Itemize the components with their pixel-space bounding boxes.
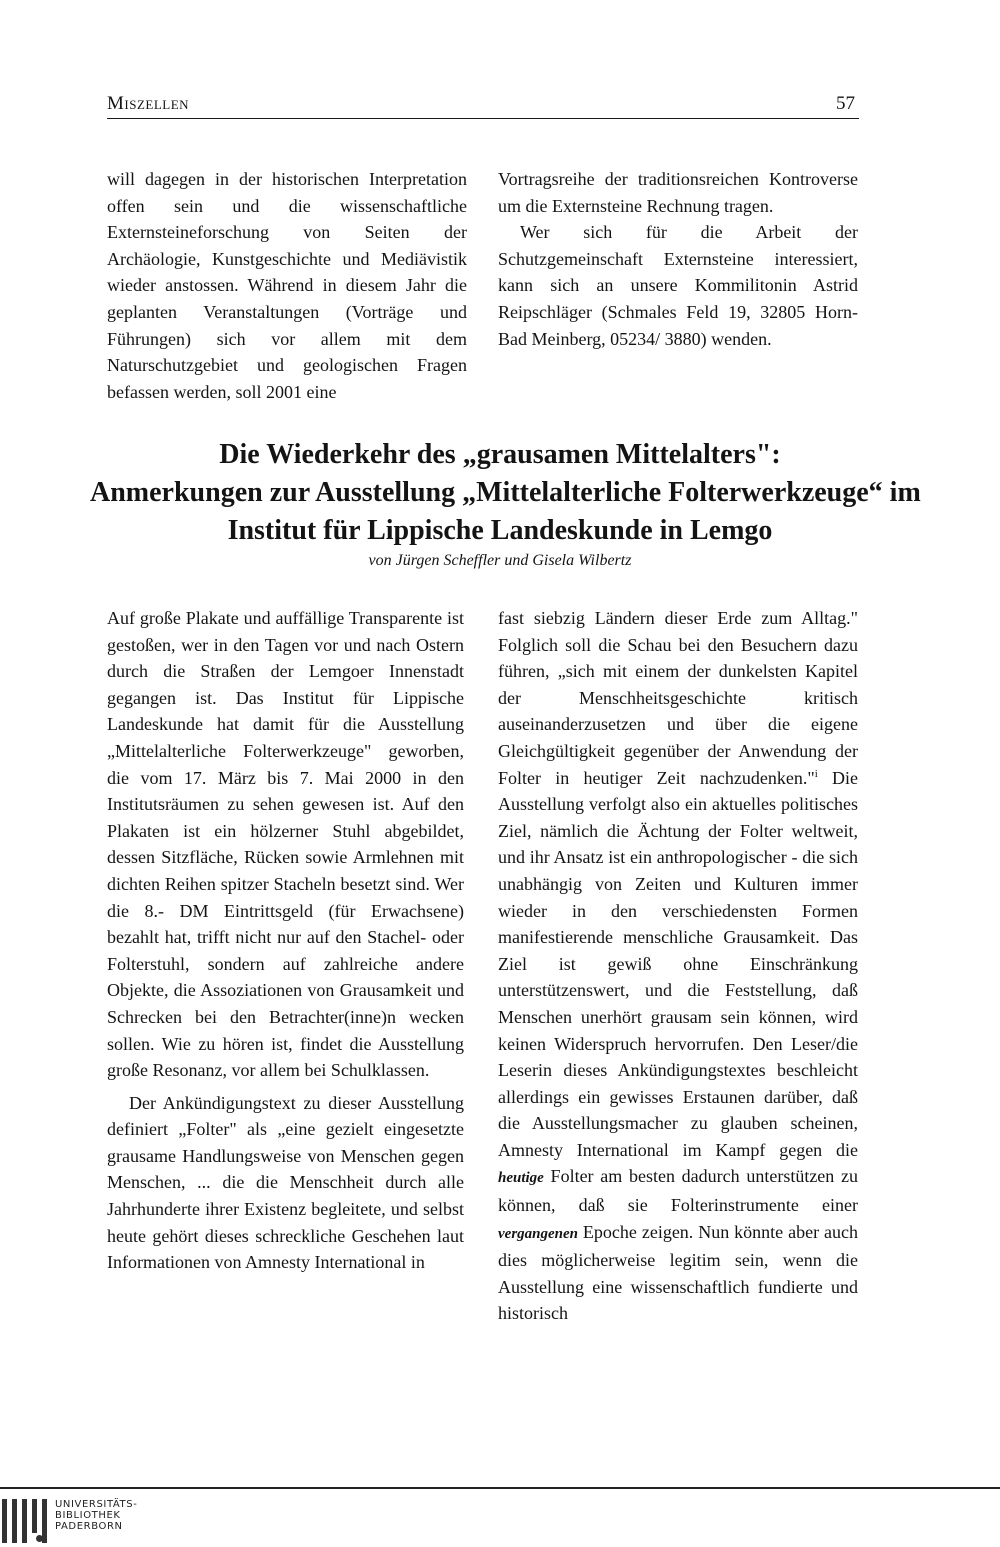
text-run: Folter am besten dadurch unterstützen zu können, daß sie Folterinstrumente einer	[498, 1166, 858, 1216]
title-line: Die Wiederkehr des „grausamen Mittelalters":	[219, 439, 781, 470]
article-title	[90, 436, 921, 550]
logo-bar	[2, 1499, 7, 1543]
library-logo	[0, 1495, 160, 1547]
emphasis: heutige	[498, 1170, 544, 1187]
logo-bar	[22, 1499, 27, 1543]
top-right-column	[498, 166, 858, 352]
paragraph: will dagegen in der historischen Interpretation offen sein und die wissenschaftliche Externsteineforschung von Seiten der Archäologie, Kunstgeschichte und Mediävistik wieder anstossen. Während in diesem Jahr die geplanten Veranstaltungen (Vorträge und Führungen) sich vor allem mit dem Naturschutzgebiet und geologischen Fragen befassen werden, soll 2001 eine	[107, 169, 467, 402]
text-run: Epoche zeigen. Nun könnte aber auch dies möglicherweise legitim sein, wenn die Ausstellung eine wissenschaftlich fundierte und historisch	[498, 1221, 858, 1324]
footer-rule	[0, 1487, 1000, 1489]
paragraph: Der Ankündigungstext zu dieser Ausstellung definiert „Folter" als „eine gezielt eingesetzte grausame Handlungsweise von Menschen gegen Menschen, ... die die Menschheit durch alle Jahrhunderte ihrer Existenz begleitete, und selbst heute gehört dieses schreckliche Geschehen laut Informationen von Amnesty International in	[107, 1092, 464, 1273]
paragraph: Wer sich für die Arbeit der Schutzgemeinschaft Externsteine interessiert, kann sich an unsere Kommilitonin Astrid Reipschläger (Schmales Feld 19, 32805 Horn-Bad Meinberg, 05234/ 3880) wenden.	[498, 222, 858, 349]
top-left-column	[107, 166, 467, 405]
logo-line: UNIVERSITÄTS-	[55, 1499, 138, 1510]
logo-text	[55, 1499, 137, 1532]
text-run: fast siebzig Ländern dieser Erde zum Alltag." Folglich soll die Schau bei den Besuchern dazu führen, „sich mit einem der dunkelsten Kapitel der Menschheitsgeschichte kritisch auseinanderzusetzen und über die eigene Gleichgültigkeit gegenüber der Anwendung der Folter in heutiger Zeit nachzudenken."	[498, 608, 858, 788]
logo-line: PADERBORN	[55, 1521, 123, 1532]
footnote-marker: i	[814, 767, 818, 780]
logo-dot-icon	[36, 1535, 43, 1542]
running-head	[107, 91, 859, 119]
bottom-left-column	[107, 605, 464, 1276]
paragraph	[498, 605, 858, 1327]
section-title: Miszellen	[107, 93, 190, 114]
text-run: Die Ausstellung verfolgt also ein aktuelles politisches Ziel, nämlich die Ächtung der Folter weltweit, und ihr Ansatz ist ein anthropologischer - die sich unabhängig von Zeiten und Kulturen immer wieder in den verschiedensten Formen manifestierende menschliche Grausamkeit. Das Ziel ist gewiß ohne Einschränkung unterstützenswert, und die Feststellung, daß Menschen unerhört grausam sein können, wird keinen Widerspruch hervorrufen. Den Leser/die Leserin dieses Ankündigungstextes beschleicht allerdings ein gewisses Erstaunen darüber, daß die Ausstellungsmacher zu glauben scheinen, Amnesty International im Kampf gegen die	[498, 767, 858, 1160]
logo-bar	[12, 1499, 17, 1543]
bottom-right-column	[498, 605, 858, 1327]
paragraph: Auf große Plakate und auffällige Transparente ist gestoßen, wer in den Tagen vor und nach Ostern durch die Straßen der Lemgoer Innenstadt gegangen ist. Das Institut für Lippische Landeskunde hat damit für die Ausstellung „Mittelalterliche Folterwerkzeuge" geworben, die vom 17. März bis 7. Mai 2000 in den Institutsräumen zu sehen gewesen ist. Auf den Plakaten ist ein hölzerner Stuhl abgebildet, dessen Sitzfläche, Rücken sowie Armlehnen mit dichten Reihen spitzer Stacheln besetzt sind. Wer die 8.- DM Eintrittsgeld (für Erwachsene) bezahlt hat, trifft nicht nur auf den Stachel- oder Folterstuhl, sondern auf zahlreiche andere Objekte, die Assoziationen von Grausamkeit und Schrecken bei den Betrachter(inne)n wecken sollen. Wie zu hören ist, findet die Ausstellung große Resonanz, vor allem bei Schulklassen.	[107, 608, 464, 1081]
title-line: Anmerkungen zur Ausstellung „Mittelalterliche Folterwerkzeuge“ im	[90, 477, 921, 508]
page-number: 57	[836, 93, 855, 114]
logo-line: BIBLIOTHEK	[55, 1510, 121, 1521]
emphasis: vergangenen	[498, 1225, 578, 1242]
logo-bar	[32, 1499, 37, 1533]
paragraph: Vortragsreihe der traditionsreichen Kontroverse um die Externsteine Rechnung tragen.	[498, 169, 858, 216]
byline: von Jürgen Scheffler und Gisela Wilbertz	[368, 552, 632, 569]
title-line: Institut für Lippische Landeskunde in Lemgo	[227, 515, 773, 546]
